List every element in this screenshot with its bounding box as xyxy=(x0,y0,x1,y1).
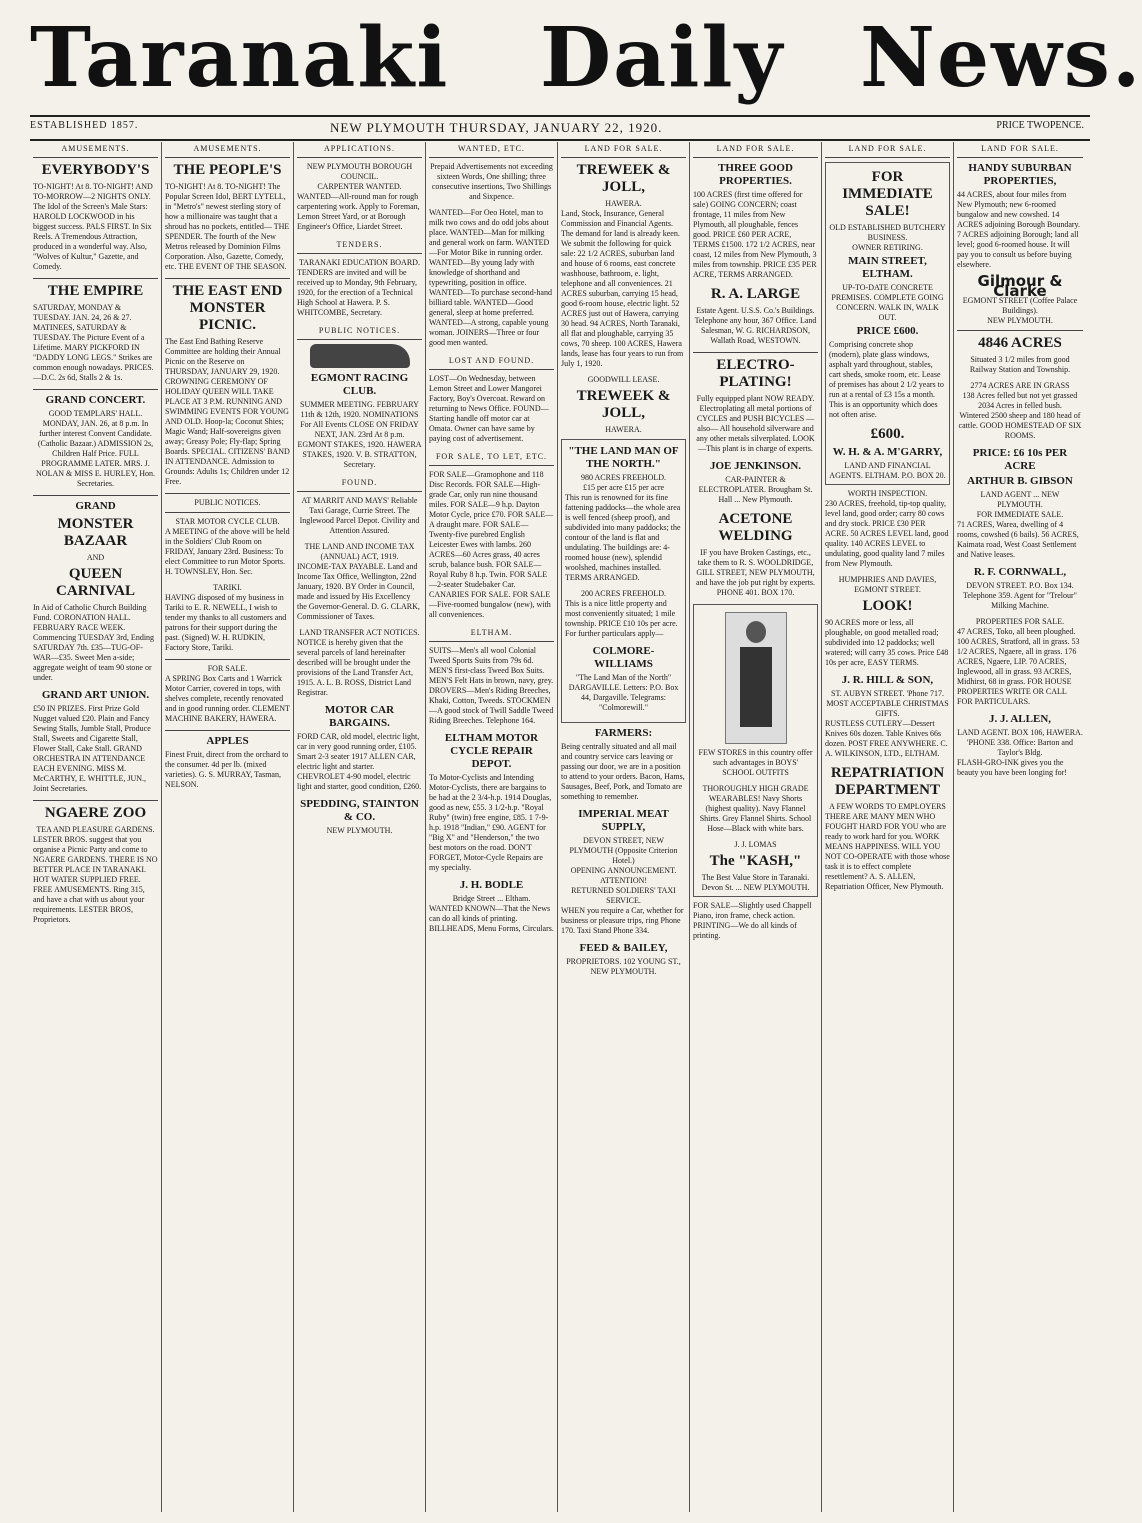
divider xyxy=(165,278,290,279)
ad-title: ACETONE WELDING xyxy=(718,511,793,544)
divider xyxy=(33,800,158,801)
ad-title: GRAND ART UNION. xyxy=(41,689,150,701)
ad-body: LOST—On Wednesday, between Lemon Street and Lower Mangorei Factory, Boy's Overcoat. Reward on returning to News Office. FOUND—Starting handle off motor car at Omata. Owner can have same by paying cost of advertisement. xyxy=(429,374,549,443)
ad-title: J. H. BODLE xyxy=(459,879,524,891)
ad-subtitle: OLD ESTABLISHED BUTCHERY BUSINESS. xyxy=(829,223,946,242)
ad-title: THE PEOPLE'S xyxy=(173,162,282,178)
advertisement-box xyxy=(693,604,818,897)
ad-title: W. H. & A. M'GARRY, xyxy=(832,446,943,458)
ad-title: OPENING ANNOUNCEMENT. xyxy=(570,866,677,875)
masthead-word-3: News. xyxy=(860,10,1142,106)
ad-subtitle: 200 ACRES FREEHOLD. xyxy=(580,589,667,598)
ad-body: 100 ACRES (first time offered for sale) GOING CONCERN; coast frontage, 11 miles from New Plymouth, all ploughable, fences good. PRICE £60 PER ACRE, TERMS £1500. 172 1/2 ACRES, near coast, 12 miles from New Plymouth, 3 miles from township. PRICE £35 PER ACRE, TERMS ARRANGED. xyxy=(693,190,817,279)
ad-title: FARMERS: xyxy=(594,727,653,739)
advertisement-box xyxy=(561,439,686,723)
ad-body: WHEN you require a Car, whether for business or pleasure trips, ring Phone 170. Taxi Stand Phone 334. xyxy=(561,906,684,935)
masthead-word-1: Taranaki xyxy=(30,10,450,106)
ad-body: Wintered 2500 sheep and 180 head of cattle. GOOD HOMESTEAD OF SIX ROOMS. xyxy=(958,411,1082,440)
column-heading: LAND FOR SALE. xyxy=(957,142,1083,158)
ad-subtitle: LAND AGENT. BOX 106, HAWERA. 'PHONE 338. Office: Barton and Taylor's Bldg. xyxy=(957,728,1083,757)
ad-title: The "KASH," xyxy=(709,853,802,869)
ad-body: FOR SALE—Gramophone and 118 Disc Records. FOR SALE—High-grade Car, only run nine thousand miles. FOR SALE—9 h.p. Dayton Motor Cycle, price £70. FOR SALE—A draught mare. FOR SALE—Twenty-five purebred English Leicester Ewes with lambs. 260 ACRES—60 Acres grass, 40 acres scrub, balance bush. FOR SALE—Royal Ruby 8 h.p. Twin. FOR SALE—2-seater Studebaker Car. CANARIES FOR SALE. FOR SALE—Five-roomed bungalow (new), with all conveniences. xyxy=(429,470,554,619)
section-heading: LOST AND FOUND. xyxy=(429,354,554,370)
masthead-word-2: Daily xyxy=(540,10,785,106)
divider xyxy=(165,493,290,494)
ad-subtitle: DEVON STREET, NEW PLYMOUTH (Opposite Criterion Hotel.) xyxy=(569,836,678,865)
ad-body: Being centrally situated and all mail and country service cars leaving or passing our door, we are in a position to attend to your orders. Bacon, Hams, Sausages, Beef, Pork, and Tomato are something to remember. xyxy=(561,742,685,801)
ad-body: RUSTLESS CUTLERY—Dessert Knives 60s dozen. Table Knives 66s dozen. POST FREE ANYWHERE. C. A. WILKINSON, LTD., ELTHAM. xyxy=(825,719,948,758)
divider xyxy=(165,730,290,731)
established-label: ESTABLISHED 1857. xyxy=(30,120,139,131)
ad-body: SUMMER MEETING. FEBRUARY 11th & 12th, 1920. NOMINATIONS For All Events CLOSE ON FRIDAY NEXT, JAN. 23rd At 8 p.m. EGMONT STAKES, 1920. HAWERA STAKES, 1920. V. B. STRATTON, Secretary. xyxy=(297,400,422,469)
ad-title: FOR SALE. xyxy=(207,664,248,673)
ad-title: ELECTRO-PLATING! xyxy=(716,357,795,390)
column-land-3 xyxy=(822,142,954,1512)
ad-title: GRAND CONCERT. xyxy=(45,394,146,406)
ad-title: "THE LAND MAN OF THE NORTH." xyxy=(568,445,679,470)
ad-title: R. F. CORNWALL, xyxy=(973,566,1067,578)
ad-body: In Aid of Catholic Church Building Fund. CORONATION HALL. FEBRUARY RACE WEEK. Commencing TUESDAY 3rd, Ending SATURDAY 7th. £35—TUG-OF-WAR—£35. Sweet Men a-side; aggregate weight of team 90 stone or under. xyxy=(33,603,155,682)
rates-notice: Prepaid Advertisements not exceeding sixteen Words, One shilling; three consecutive insertions, Two Shillings and Sixpence. xyxy=(430,162,553,201)
ad-subtitle: 138 Acres felled but not yet grassed xyxy=(962,391,1078,400)
ad-subtitle: UP-TO-DATE CONCRETE PREMISES. COMPLETE GOING CONCERN. WALK IN, WALK OUT. xyxy=(831,283,944,322)
ad-body: INCOME-TAX PAYABLE. Land and Income Tax Office, Wellington, 22nd January, 1920. BY Order in Council, made and issued by His Excellency the Governor-General. D. G. CLARK, Commissioner of Taxes. xyxy=(297,562,420,621)
ad-title: HUMPHRIES AND DAVIES, xyxy=(838,575,937,584)
ad-body: 90 ACRES more or less, all ploughable, on good metalled road; subdivided into 12 paddocks; well watered; will carry 35 cows. Price £48 10s per acre, EASY TERMS. xyxy=(825,618,949,667)
ad-subtitle: OWNER RETIRING. xyxy=(852,243,923,252)
ad-subtitle: 980 ACRES FREEHOLD. xyxy=(580,473,667,482)
ad-title: THREE GOOD PROPERTIES. xyxy=(718,162,793,187)
ad-body: SATURDAY, MONDAY & TUESDAY. JAN. 24, 26 & 27. MATINEES, SATURDAY & TUESDAY. The Picture Event of a Lifetime. MARY PICKFORD IN "DADDY LONG LEGS." Strikes are common enough nowadays. PRICES.—D.C. 2s 6d, Stalls 2 & 1s. xyxy=(33,303,154,382)
ad-body: DEVON STREET. P.O. Box 134. Telephone 359. Agent for "Trelour" Milking Machine. xyxy=(963,581,1077,610)
ad-subtitle: CARPENTER WANTED. xyxy=(317,182,402,191)
section-heading: FOUND. xyxy=(297,476,422,492)
ad-body: FOR SALE—Slightly used Chappell Piano, iron frame, check action. PRINTING—We do all kinds of printing. xyxy=(693,901,812,940)
ad-subtitle: HAWERA. xyxy=(605,199,642,208)
ad-title: QUEEN CARNIVAL xyxy=(56,566,135,599)
ad-body: Situated 3 1/2 miles from good Railway Station and Township. xyxy=(969,355,1071,374)
ad-body: Land, Stock, Insurance, General Commission and Financial Agents. The demand for land is already keen. We submit the following for quick sale: 22 1/2 ACRES, suburban land and house of 6 rooms, east concrete washhouse, bathroom, e. light, telephone and all conveniences. 21 ACRES suburban, carrying 15 head, good 6-room house, electric light. 52 ACRES just out of Hawera, carrying 30 head. 94 ACRES, North Taranaki, all flat and ploughable, carrying 35 cows, 70 sheep. 100 ACRES, Hawera lands, lease has four years to run from July 1, 1920. xyxy=(561,209,684,368)
ad-subtitle: HAWERA. xyxy=(605,425,642,434)
ad-title: TARIKI. xyxy=(213,583,242,592)
divider xyxy=(957,330,1083,331)
column-heading: LAND FOR SALE. xyxy=(561,142,686,158)
ad-body: 47 ACRES, Toko, all been ploughed. 100 ACRES, Stratford, all in grass. 53 1/2 ACRES, Ngaere, all in grass. 176 ACRES, Ngaere, LIP. 70 ACRES, Inglewood, all in grass. 93 ACRES, Midhirst, 68 in grass. FOR HOUSE PROPERTIES WRITE OR CALL FOR PARTICULARS. xyxy=(957,627,1080,706)
ad-title: J. J. ALLEN, xyxy=(988,713,1052,725)
ad-subtitle: NEW PLYMOUTH. xyxy=(987,316,1053,325)
ad-title: TREWEEK & JOLL, xyxy=(576,162,671,195)
ad-body: Comprising concrete shop (modern), plate glass windows, asphalt yard throughout, stables, cart sheds, smoke room, etc. Lease of premises has about 2 1/2 years to run at a rental of £3 15s a month. This is an opportunity which does not often arise. xyxy=(829,340,944,419)
column-land-2 xyxy=(690,142,822,1512)
issue-date: NEW PLYMOUTH THURSDAY, JANUARY 22, 1920. xyxy=(330,120,663,135)
ad-title: ARTHUR B. GIBSON xyxy=(967,475,1073,487)
ad-subtitle: J. J. LOMAS xyxy=(734,840,777,849)
ad-title: SPEDDING, STAINTON & CO. xyxy=(300,798,419,823)
ad-body: THOROUGHLY HIGH GRADE WEARABLES! Navy Shorts (highest quality). Navy Flannel Shirts. Grey Flannel Shirts. School Hose—Black with white bars. xyxy=(699,784,812,833)
ad-body: LESTER BROS. suggest that you organise a Picnic Party and come to NGAERE GARDENS. THERE IS NO BETTER PLACE IN TARANAKI. HOT WATER SUPPLIED FREE. FREE AMUSEMENTS. Ring 315, and have a chat with us about your requirements. LESTER BROS, Proprietors. xyxy=(33,835,158,924)
ad-body: 230 ACRES, freehold, tip-top quality, level land, good order; carry 80 cows and dry stock. PRICE £30 PER ACRE. 50 ACRES LEVEL land, good quality. 140 ACRES LEVEL to undulating, good quality land 7 miles from New Plymouth. xyxy=(825,499,949,568)
ad-title: JOE JENKINSON. xyxy=(709,460,802,472)
ad-body: The East End Bathing Reserve Committee are holding their Annual Picnic on the Reserve on THURSDAY, JANUARY 29, 1920. CROWNING CEREMONY OF HOLIDAY QUEEN WILL TAKE PLACE AT 3 P.M. RUNNING AND SWIMMING EVENTS FOR YOUNG AND OLD. Hoop-la; Coconut Shies; Magic Wand; Half-sovereigns given away; Greasy Pole; Fly-flap; Spring Boards. SPECIAL. CITIZENS' BAND IN ATTENDANCE. Admission to Grounds: Adults 1s; Children under 12 Free. xyxy=(165,337,290,486)
advertisement-box xyxy=(825,162,950,485)
ad-subtitle: 2774 ACRES ARE IN GRASS xyxy=(970,381,1070,390)
ad-title: WORTH INSPECTION. xyxy=(847,489,928,498)
ad-subtitle: RETURNED SOLDIERS' TAXI SERVICE. xyxy=(571,886,676,905)
column-applications xyxy=(294,142,426,1512)
ad-subtitle: PROPRIETORS. 102 YOUNG ST., NEW PLYMOUTH. xyxy=(566,957,681,976)
ad-subtitle: Bridge Street ... Eltham. xyxy=(452,894,531,903)
ad-body: WANTED—All-round man for rough carpentering work. Apply to Foreman, Lemon Street Yard, or at Borough Engineer's Office, Liardet Street. xyxy=(297,192,420,231)
ad-subtitle: NEW PLYMOUTH. xyxy=(326,826,393,835)
ad-subtitle: EGMONT STREET. xyxy=(854,585,921,594)
divider xyxy=(33,495,158,496)
section-heading: PUBLIC NOTICES. xyxy=(194,498,261,507)
ad-title: J. R. HILL & SON, xyxy=(841,674,934,686)
ad-body: Estate Agent. U.S.S. Co.'s Buildings. Telephone any hour, 367 Office. Land Salesman, W. G. RICHARDSON, Wallath Road, WESTOWN. xyxy=(694,306,817,345)
ad-subtitle: AND xyxy=(86,553,105,562)
ad-body: FORD CAR, old model, electric light, car in very good running order, £105. Smart 2-3 seater 1917 ALLEN CAR, electric light and starter. CHEVROLET 4-90 model, electric light and starter, good condition, £260. xyxy=(297,732,422,791)
ad-title: Gilmour & Clarke xyxy=(977,272,1063,300)
column-wanted xyxy=(426,142,558,1512)
ad-title: MOTOR CAR BARGAINS. xyxy=(324,704,395,729)
ad-title: FOR IMMEDIATE SALE. xyxy=(976,510,1064,519)
ad-subtitle: LAND AND FINANCIAL AGENTS. ELTHAM. P.O. BOX 20. xyxy=(829,461,946,480)
ad-title: APPLES xyxy=(206,735,249,747)
section-heading: TENDERS. xyxy=(297,238,422,254)
ad-title: GRAND xyxy=(75,500,116,512)
ad-subtitle: The Best Value Store in Taranaki. Devon St. ... NEW PLYMOUTH. xyxy=(701,873,810,892)
ad-price: PRICE: £6 10s PER ACRE xyxy=(972,447,1068,472)
ad-body: WANTED KNOWN—That the News can do all kinds of printing. BILLHEADS, Menu Forms, Circulars. xyxy=(429,904,554,933)
ad-body: GOOD TEMPLARS' HALL. MONDAY, JAN. 26, at 8 p.m. In further interest Convent Candidate. (Catholic Bazaar.) ADMISSION 2s, Children Half Price. FULL PROGRAMME LATER. MRS. J. NOLAN & MISS E. HURLEY, Hon. Secretaries. xyxy=(36,409,155,488)
ad-title: REPATRIATION DEPARTMENT xyxy=(830,765,945,798)
ad-title: THE LAND AND INCOME TAX (ANNUAL) ACT, 1919. xyxy=(304,542,415,561)
ad-subtitle: EGMONT STREET (Coffee Palace Buildings). xyxy=(962,296,1078,315)
ad-title: PROPERTIES FOR SALE. xyxy=(975,617,1065,626)
ad-body: NOTICE is hereby given that the several parcels of land hereinafter described will be brought under the provisions of the Land Transfer Act, 1915. A. L. B. ROSS, District Land Registrar. xyxy=(297,638,413,697)
newspaper-columns xyxy=(30,142,1090,1512)
ad-subtitle: TEA AND PLEASURE GARDENS. xyxy=(36,825,155,834)
ad-body: TO-NIGHT! At 8. TO-NIGHT! The Popular Screen Idol, BERT LYTELL, in "Metro's" newest sterling story of how a millionaire was taught that a shroud has no pockets, entitled— THE SPENDER. The fourth of the New Metros released by Dominion Films Corporation. Also, Gazette, Comedy, etc. THE EVENT OF THE SEASON. xyxy=(165,182,290,271)
ad-body: To Motor-Cyclists and Intending Motor-Cyclists, there are bargains to be had at the 2 3/4-h.p. 1914 Douglas, good as new, £55. 3 1/2-h.p. "Royal Ruby" (twin) free engine, £85. 1 7-9-h.p. 1918 "Indian," £90. AGENT for "Big X" and "Henderson," the two best motors on the road. DON'T FORGET, Motor-Cycle Repairs are my specialty. xyxy=(429,773,552,872)
ad-title: COLMORE-WILLIAMS xyxy=(592,645,655,670)
ad-title: THE EAST END MONSTER PICNIC. xyxy=(172,283,283,333)
column-amusements-2 xyxy=(162,142,294,1512)
ad-price: PRICE £600. xyxy=(856,325,919,337)
ad-body: A SPRING Box Carts and 1 Warrick Motor Carrier, covered in tops, with shelves complete, recently renovated and in good running order. CLEMENT MACHINE BAKERY, HAWERA. xyxy=(165,674,290,723)
ad-price: £600. xyxy=(870,426,905,442)
ad-body: 71 ACRES, Warea, dwelling of 4 rooms, cowshed (6 bails). 56 ACRES, Kaimata road, West Coast Settlement and Native leases. xyxy=(957,520,1079,559)
dateline-bar xyxy=(30,115,1090,141)
section-heading: ELTHAM. xyxy=(429,626,554,642)
divider xyxy=(693,352,818,353)
ad-title: FOR IMMEDIATE SALE! xyxy=(842,169,933,219)
column-land-1 xyxy=(558,142,690,1512)
ad-subtitle: LAND AGENT ... NEW PLYMOUTH. xyxy=(980,490,1060,509)
ad-body: IF you have Broken Castings, etc., take them to R. S. WOOLDRIDGE, GILL STREET, NEW PLYMOUTH, and have the job put right by experts. PHONE 401. BOX 170. xyxy=(695,548,816,597)
schoolboy-illustration xyxy=(725,612,787,744)
ad-body: Finest Fruit, direct from the orchard to the consumer. 4d per lb. (mixed varieties). G. S. MURRAY, Tasman, NELSON. xyxy=(165,750,289,789)
ad-title: MAIN STREET, ELTHAM. xyxy=(848,255,927,280)
ad-title: 4846 ACRES xyxy=(978,335,1062,351)
ad-body: CAR-PAINTER & ELECTROPLATER. Brougham St. Hall ... New Plymouth. xyxy=(698,475,813,504)
ad-title: FEED & BAILEY, xyxy=(579,942,668,954)
ad-title: EVERYBODY'S xyxy=(41,162,150,178)
column-amusements-1 xyxy=(30,142,162,1512)
ad-title: ELTHAM MOTOR CYCLE REPAIR DEPOT. xyxy=(444,732,539,770)
ad-subtitle: ST. AUBYN STREET. 'Phone 717. xyxy=(831,689,944,698)
column-heading: AMUSEMENTS. xyxy=(165,142,290,158)
ad-title: HANDY SUBURBAN PROPERTIES, xyxy=(968,162,1072,187)
column-heading: WANTED, ETC. xyxy=(429,142,554,158)
ad-body: HAVING disposed of my business in Tariki to E. R. NEWELL, I wish to tender my thanks to all customers and patrons for their support during the past. (Signed) W. H. RUDKIN, Factory Store, Tariki. xyxy=(165,593,287,652)
ad-title: THE EMPIRE xyxy=(47,283,144,299)
ad-body: WANTED—For Oeo Hotel, man to milk two cows and do odd jobs about place. WANTED—Man for milking and general work on farm. WANTED—For Motor Bike in running order. WANTED—By young lady with knowledge of shorthand and typewriting, position in office. WANTED—To purchase second-hand billiard table. WANTED—Good general, sleep at home preferred. WANTED—A strong, capable young woman. JOINERS—Three or four good men wanted. xyxy=(429,208,552,347)
ad-title: IMPERIAL MEAT SUPPLY, xyxy=(578,808,669,833)
column-land-4 xyxy=(954,142,1086,1512)
ad-subtitle: A FEW WORDS TO EMPLOYERS xyxy=(829,802,946,811)
ad-body: TENDERS are invited and will be received up to Monday, 9th February, 1920, for the erection of a Technical High School at Hawera. P. S. WHITCOMBE, Secretary. xyxy=(297,268,418,317)
ad-price: £15 per acre £15 per acre xyxy=(582,483,665,492)
ad-body: "The Land Man of the North" DARGAVILLE. Letters: P.O. Box 44, Dargaville. Telegrams: "Colmorewill." xyxy=(568,673,679,712)
ad-body: A MEETING of the above will be held in the Soldiers' Club Room on FRIDAY, January 23rd. Business: To elect Committee to run Motor Sports. H. TOWNSLEY, Hon. Sec. xyxy=(165,527,290,576)
ad-subtitle: 2034 Acres in felled bush. xyxy=(978,401,1062,410)
ad-body: TO-NIGHT! At 8. TO-NIGHT! AND TO-MORROW—2 NIGHTS ONLY. The Idol of the Screen's Male Stars: HAROLD LOCKWOOD in his biggest success. PALS FIRST. In Six Reels. A Tremendous Attraction, produced in a wonderful way. Also, "Wolves of Kultur," Gazette, and Comedy. xyxy=(33,182,153,271)
column-heading: APPLICATIONS. xyxy=(297,142,422,158)
divider xyxy=(33,278,158,279)
racehorse-illustration xyxy=(310,344,410,368)
ad-title: TREWEEK & JOLL, xyxy=(576,388,671,421)
ad-title: R. A. LARGE xyxy=(710,286,801,302)
ad-body: FLASH-GRO-INK gives you the beauty you have been longing for! xyxy=(957,758,1067,777)
ad-title: TARANAKI EDUCATION BOARD. xyxy=(299,258,420,267)
ad-body: THERE ARE MANY MEN WHO FOUGHT HARD FOR YOU who are ready to work hard for you. WORK MEANS HAPPINESS. WILL YOU NOT CO-OPERATE with those whose task it is to effect complete resettlement? A. S. ALLEN, Repatriation Officer, New Plymouth. xyxy=(825,812,950,891)
ad-title: MONSTER BAZAAR xyxy=(57,516,134,549)
ad-title: MOST ACCEPTABLE CHRISTMAS GIFTS. xyxy=(826,699,949,718)
column-heading: AMUSEMENTS. xyxy=(33,142,158,158)
column-heading: LAND FOR SALE. xyxy=(693,142,818,158)
ad-body: AT MARRIT AND MAYS' Reliable Taxi Garage, Currie Street. The Inglewood Parcel Depot. Civility and Attention Assured. xyxy=(299,496,420,535)
divider xyxy=(33,389,158,390)
ad-title: NGAERE ZOO xyxy=(44,805,147,821)
ad-title: NEW PLYMOUTH BOROUGH COUNCIL. xyxy=(306,162,413,181)
section-heading: PUBLIC NOTICES. xyxy=(297,324,422,340)
ad-title: LOOK! xyxy=(862,598,913,614)
ad-title: STAR MOTOR CYCLE CLUB. xyxy=(175,517,280,526)
ad-title: LAND TRANSFER ACT NOTICES. xyxy=(299,628,420,637)
ad-body: FEW STORES in this country offer such advantages in BOYS' SCHOOL OUTFITS xyxy=(698,748,813,777)
ad-title: GOODWILL LEASE. xyxy=(587,375,660,384)
ad-title: ATTENTION! xyxy=(599,876,648,885)
divider xyxy=(165,659,290,660)
ad-body: 44 ACRES, about four miles from New Plymouth; new 6-roomed bungalow and new cowshed. 14 ACRES adjoining Borough Boundary. 7 ACRES adjoining Borough; land all level; good 6-roomed house. It will pay you to consult us before buying elsewhere. xyxy=(957,190,1081,269)
section-heading: FOR SALE, TO LET, ETC. xyxy=(429,450,554,466)
column-heading: LAND FOR SALE. xyxy=(825,142,950,158)
ad-body: This run is renowned for its fine fattening paddocks—the whole area is well fenced (sheep proof), and subdivided into many paddocks; the contour of the land is flat and undulating. The buildings are: 4-roomed house (new), splendid woolshed, machines installed. TERMS ARRANGED. xyxy=(565,493,681,582)
ad-title: EGMONT RACING CLUB. xyxy=(310,372,409,397)
divider xyxy=(165,512,290,513)
ad-body: Fully equipped plant NOW READY. Electroplating all metal portions of CYCLES and PUSH BICYCLES —also— All household silverware and any other metals silverplated. LOOK—This plant is in charge of experts. xyxy=(696,394,815,453)
ad-body: £50 IN PRIZES. First Prize Gold Nugget valued £20. Plain and Fancy Sewing Stalls, Jumble Stall, Produce Stall, Sweets and Cigarette Stall, Flower Stall, Cake Stall. GRAND ORCHESTRA IN ATTENDANCE EACH EVENING. MISS M. McCARTHY, E. WHITTLE, JUN., Joint Secretaries. xyxy=(33,704,151,793)
masthead xyxy=(20,8,1142,108)
ad-body: SUITS—Men's all wool Colonial Tweed Sports Suits from 79s 6d. MEN'S first-class Tweed Box Suits. MEN'S Felt Hats in brown, navy, grey. DROVERS—Men's Riding Breeches, Khaki, Cotton, Tweeds. STOCKMEN—A good stock of Twill Saddle Tweed Riding Breeches. Telephone 164. xyxy=(429,646,554,725)
price-label: PRICE TWOPENCE. xyxy=(996,120,1084,131)
ad-body: This is a nice little property and most conveniently situated; 1 mile township. PRICE £10 10s per acre. For further particulars apply— xyxy=(565,599,678,638)
